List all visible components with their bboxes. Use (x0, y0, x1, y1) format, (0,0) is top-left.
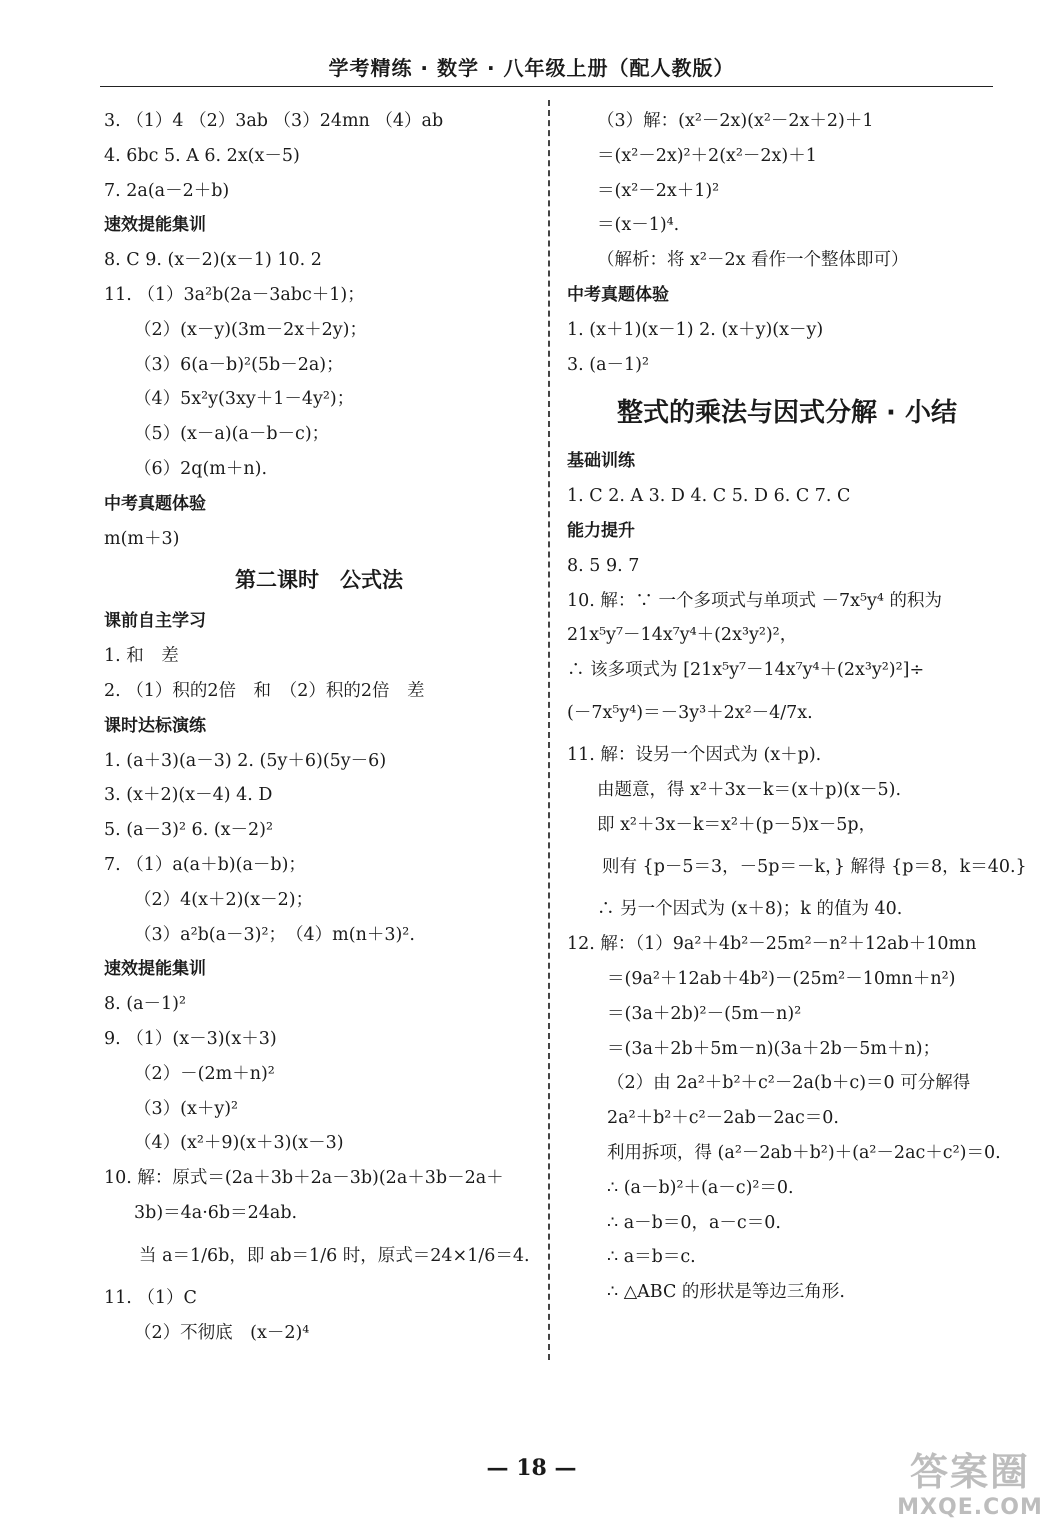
answer-line: 1. C 2. A 3. D 4. C 5. D 6. C 7. C (567, 486, 851, 507)
answer-line: 1. (x＋1)(x－1) 2. (x＋y)(x－y) (567, 319, 824, 340)
answer-line: 10. 解：∵ 一个多项式与单项式 －7x⁵y⁴ 的积为 (567, 590, 943, 611)
answer-line: (－7x⁵y⁴)＝－3y³＋2x²－4/7x. (567, 702, 813, 723)
answer-line: 11. （1）C (104, 1287, 197, 1308)
section-heading: 基础训练 (567, 451, 635, 472)
answer-line: 1. 和 差 (104, 646, 179, 667)
section-heading: 速效提能集训 (104, 959, 206, 980)
answer-line: （3）a²b(a－3)²； （4）m(n＋3)². (134, 924, 415, 945)
header-divider (100, 86, 993, 87)
answer-line: 3. （1）4 （2）3ab （3）24mn （4）ab (104, 111, 444, 131)
answer-line: ∴ (a－b)²＋(a－c)²＝0. (607, 1177, 794, 1198)
answer-line: ＝(3a＋2b＋5m－n)(3a＋2b－5m＋n)； (607, 1038, 941, 1059)
left-column (104, 104, 534, 1350)
answer-line: （2）4(x＋2)(x－2)； (134, 889, 314, 910)
section-heading: 中考真题体验 (104, 493, 206, 514)
answer-line: 9. （1）(x－3)(x＋3) (104, 1028, 277, 1049)
answer-line: （2）由 2a²＋b²＋c²－2a(b＋c)＝0 可分解得 (607, 1073, 971, 1094)
answer-line: （4）(x²＋9)(x＋3)(x－3) (134, 1133, 344, 1154)
answer-line: （解析：将 x²－2x 看作一个整体即可） (597, 250, 909, 271)
section-heading: 课前自主学习 (104, 611, 206, 632)
answer-line: 2a²＋b²＋c²－2ab－2ac＝0. (607, 1108, 839, 1129)
answer-line: m(m＋3) (104, 528, 180, 549)
answer-line: ∴ a＝b＝c. (607, 1247, 696, 1268)
answer-line: 即 x²＋3x－k＝x²＋(p－5)x－5p， (597, 814, 877, 835)
answer-line: （2）－(2m＋n)² (134, 1063, 275, 1084)
watermark-top-text: 答案圈 (909, 1450, 1030, 1494)
section-heading: 速效提能集训 (104, 215, 206, 236)
section-heading: 能力提升 (567, 520, 635, 541)
answer-line: 7. 2a(a－2＋b) (104, 180, 230, 201)
answer-line: ∴ 另一个因式为 (x＋8)；k 的值为 40. (597, 899, 903, 920)
answer-line: 3. (a－1)² (567, 354, 649, 375)
lesson-title: 第二课时 公式法 (235, 568, 403, 593)
section-heading: 中考真题体验 (567, 284, 669, 305)
answer-line: （2）不彻底 (x－2)⁴ (134, 1322, 310, 1343)
answer-line: 21x⁵y⁷－14x⁷y⁴＋(2x³y²)²， (567, 625, 798, 646)
answer-line: 则有 {p－5＝3，－5p＝－k，} 解得 {p＝8，k＝40.} (567, 857, 1027, 878)
answer-line: 3. (x＋2)(x－4) 4. D (104, 785, 273, 806)
answer-line: 11. （1）3a²b(2a－3abc＋1)； (104, 284, 365, 305)
lesson-title: 整式的乘法与因式分解 · 小结 (617, 398, 957, 429)
answer-line: ＝(x²－2x)²＋2(x²－2x)＋1 (597, 145, 817, 166)
answer-line: （3）6(a－b)²(5b－2a)； (134, 354, 344, 375)
page-number: — 18 — (486, 1455, 577, 1481)
right-column (567, 104, 1027, 1310)
answer-line: 11. 解：设另一个因式为 (x＋p). (567, 744, 822, 765)
answer-line: 12. 解：（1）9a²＋4b²－25m²－n²＋12ab＋10mn (567, 934, 977, 955)
answer-line: （3）解：(x²－2x)(x²－2x＋2)＋1 (597, 111, 874, 131)
answer-line: （6）2q(m＋n). (134, 458, 268, 479)
answer-line: 7. （1）a(a＋b)(a－b)； (104, 854, 306, 875)
section-heading: 课时达标演练 (104, 715, 206, 736)
answer-line: 1. (a＋3)(a－3) 2. (5y＋6)(5y－6) (104, 750, 387, 771)
answer-line: ＝(x－1)⁴. (597, 215, 680, 236)
answer-line: 5. (a－3)² 6. (x－2)² (104, 820, 273, 841)
answer-line: ＝(3a＋2b)²－(5m－n)² (607, 1003, 802, 1024)
watermark-bottom-text: MXQE.COM (897, 1495, 1043, 1520)
answer-line: 10. 解：原式＝(2a＋3b＋2a－3b)(2a＋3b－2a＋ (104, 1168, 504, 1189)
answer-line: （2）(x－y)(3m－2x＋2y)； (134, 319, 367, 340)
answer-line: 8. (a－1)² (104, 994, 186, 1015)
answer-line: 利用拆项，得 (a²－2ab＋b²)＋(a²－2ac＋c²)＝0. (607, 1142, 1001, 1163)
answer-line: ＝(x²－2x＋1)² (597, 180, 720, 201)
column-divider (548, 100, 550, 1360)
answer-line: 2. （1）积的2倍 和 （2）积的2倍 差 (104, 680, 425, 701)
answer-line: ∴ a－b＝0，a－c＝0. (607, 1212, 781, 1233)
answer-line: ∴ △ABC 的形状是等边三角形. (607, 1282, 845, 1303)
answer-line: （4）5x²y(3xy＋1－4y²)； (134, 389, 355, 410)
answer-line: （5）(x－a)(a－b－c)； (134, 424, 330, 445)
answer-line: 当 a＝1/6b，即 ab＝1/6 时，原式＝24×1/6＝4. (104, 1245, 530, 1266)
answer-line: 8. C 9. (x－2)(x－1) 10. 2 (104, 250, 322, 271)
answer-line: 由题意，得 x²＋3x－k＝(x＋p)(x－5). (597, 779, 902, 800)
watermark-logo (895, 1450, 1045, 1526)
page-header-title: 学考精练 · 数学 · 八年级上册（配人教版） (328, 56, 735, 80)
answer-line: 8. 5 9. 7 (567, 555, 640, 576)
answer-line: ∴ 该多项式为 [21x⁵y⁷－14x⁷y⁴＋(2x³y²)²]÷ (567, 660, 925, 681)
answer-line: ＝(9a²＋12ab＋4b²)－(25m²－10mn＋n²) (607, 968, 956, 989)
answer-line: 3b)＝4a·6b＝24ab. (134, 1202, 298, 1223)
answer-line: 4. 6bc 5. A 6. 2x(x－5) (104, 145, 300, 166)
answer-line: （3）(x＋y)² (134, 1098, 239, 1119)
